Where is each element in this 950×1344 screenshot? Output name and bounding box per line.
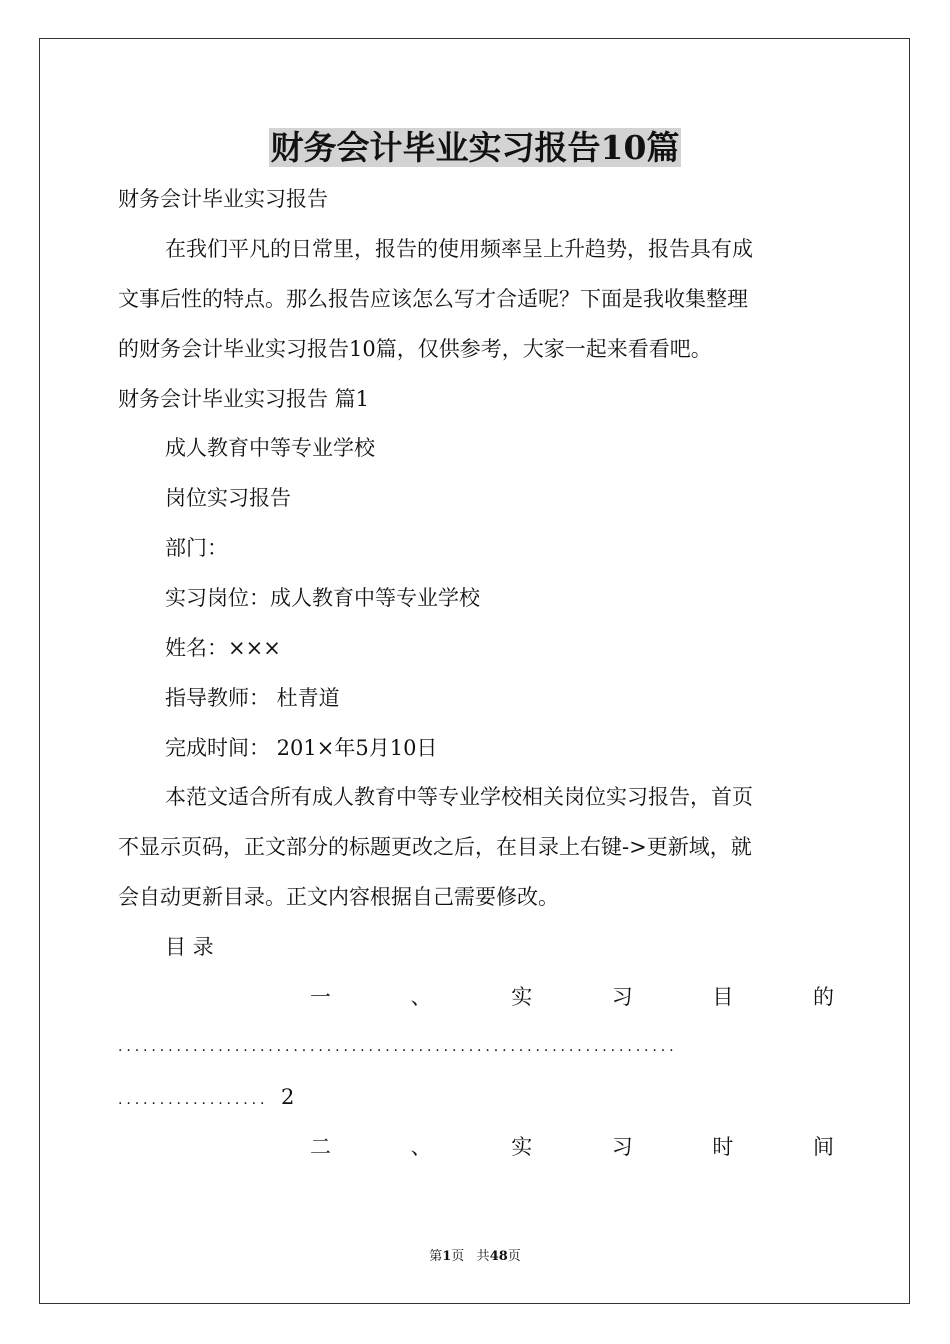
field-department: 部门： bbox=[165, 536, 228, 560]
toc-entry-1-char: 习 bbox=[611, 985, 633, 1009]
intro-line-2: 文事后性的特点。那么报告应该怎么写才合适呢？下面是我收集整理 bbox=[118, 287, 748, 311]
toc-entry-2-char: 间 bbox=[812, 1135, 834, 1159]
field-report-title: 岗位实习报告 bbox=[165, 486, 291, 510]
field-name: 姓名：××× bbox=[165, 636, 281, 660]
document-title-text: 财务会计毕业实习报告10篇 bbox=[270, 128, 680, 167]
toc-entry-1-page: 2 bbox=[281, 1085, 295, 1109]
note-line-1: 本范文适合所有成人教育中等专业学校相关岗位实习报告，首页 bbox=[165, 785, 753, 809]
footer-prefix: 第 bbox=[429, 1249, 443, 1264]
note-line-3: 会自动更新目录。正文内容根据自己需要修改。 bbox=[118, 885, 559, 909]
toc-entry-1-dots-tail: .................. bbox=[118, 1092, 269, 1108]
toc-entry-2-char: 、 bbox=[410, 1135, 432, 1159]
field-advisor: 指导教师： 杜青道 bbox=[165, 686, 340, 710]
toc-entry-1-char: 的 bbox=[812, 985, 834, 1009]
toc-entry-2-title[interactable] bbox=[310, 1132, 834, 1162]
footer-page-suffix: 页 bbox=[451, 1249, 465, 1264]
toc-entry-1-leader-tail bbox=[118, 1082, 294, 1115]
toc-entry-1-title[interactable] bbox=[310, 982, 834, 1012]
footer-total-pages: 48 bbox=[489, 1249, 508, 1264]
toc-entry-2-char: 实 bbox=[511, 1135, 533, 1159]
intro-line-1: 在我们平凡的日常里，报告的使用频率呈上升趋势，报告具有成 bbox=[165, 237, 753, 261]
field-position: 实习岗位：成人教育中等专业学校 bbox=[165, 586, 480, 610]
toc-entry-1-char: 实 bbox=[511, 985, 533, 1009]
footer-total-suffix: 页 bbox=[507, 1249, 521, 1264]
note-line-2: 不显示页码，正文部分的标题更改之后，在目录上右键->更新域，就 bbox=[118, 835, 752, 859]
intro-line-3: 的财务会计毕业实习报告10篇，仅供参考，大家一起来看看吧。 bbox=[118, 337, 712, 361]
document-title bbox=[0, 124, 950, 172]
toc-entry-1-char: 目 bbox=[712, 985, 734, 1009]
field-completion-date: 完成时间： 201×年5月10日 bbox=[165, 736, 438, 760]
toc-entry-2-char: 时 bbox=[712, 1135, 734, 1159]
document-subtitle: 财务会计毕业实习报告 bbox=[118, 187, 328, 211]
field-school: 成人教育中等专业学校 bbox=[165, 436, 375, 460]
page-footer bbox=[0, 1247, 950, 1267]
footer-total-prefix: 共 bbox=[476, 1249, 490, 1264]
section-heading: 财务会计毕业实习报告 篇1 bbox=[118, 387, 370, 411]
toc-entry-1-leader: ................................................................... bbox=[118, 1039, 678, 1055]
toc-heading: 目 录 bbox=[165, 935, 214, 959]
toc-entry-2-char: 二 bbox=[310, 1135, 331, 1159]
footer-page-number: 1 bbox=[442, 1249, 452, 1264]
toc-entry-2-char: 习 bbox=[611, 1135, 633, 1159]
toc-entry-1-char: 、 bbox=[410, 985, 432, 1009]
toc-entry-1-char: 一 bbox=[310, 985, 331, 1009]
